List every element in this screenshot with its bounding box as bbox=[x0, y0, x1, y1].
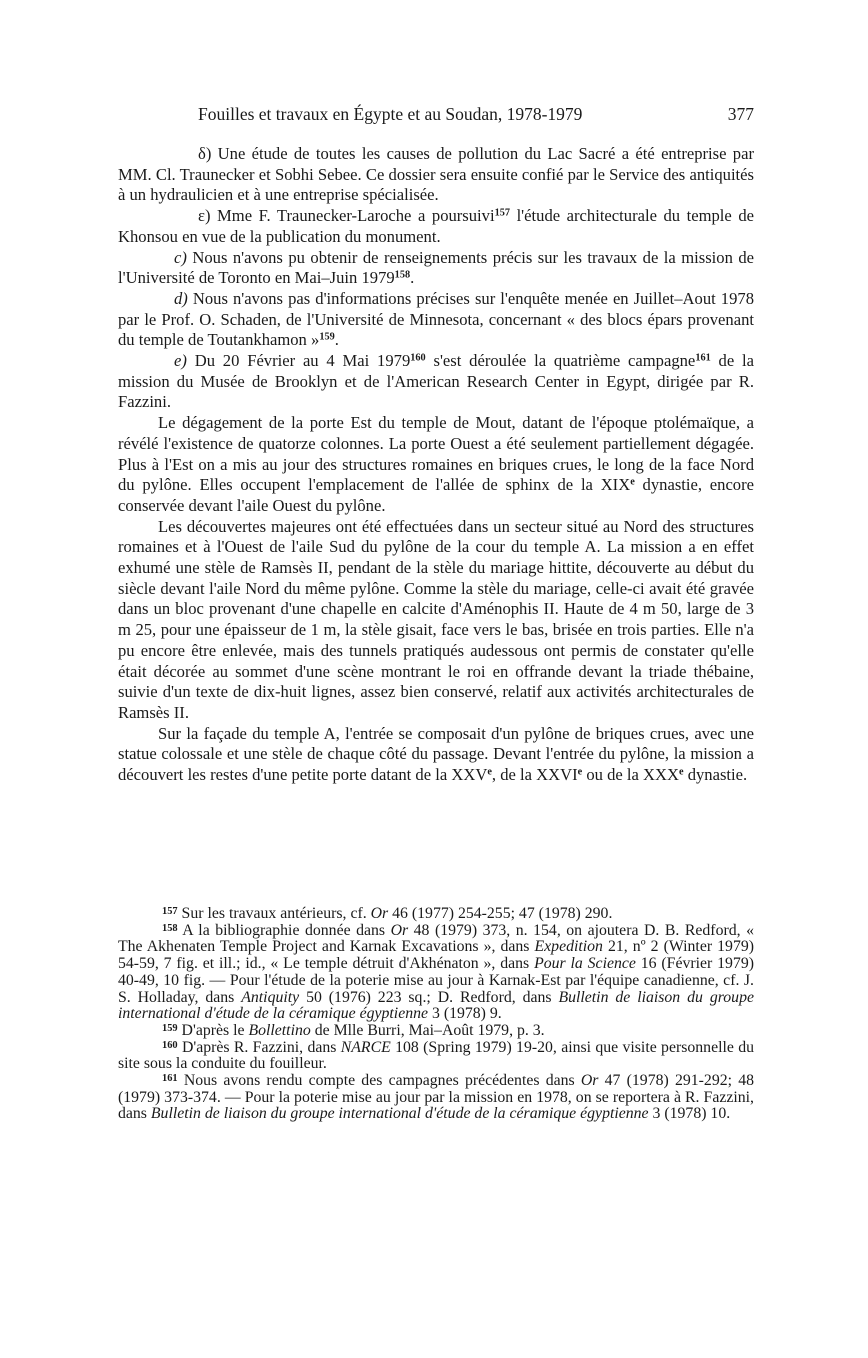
footnote-ref: 161 bbox=[695, 352, 711, 364]
footnote-text: D'après le bbox=[177, 1021, 249, 1039]
paragraph-text: . bbox=[410, 268, 415, 288]
paragraph-c bbox=[118, 248, 754, 289]
footnote-160 bbox=[118, 1040, 754, 1073]
journal-title: Bulletin de liaison du groupe international d'étude de la céramique égyptienne bbox=[150, 1105, 649, 1123]
footnote-text: de Mlle Burri, Mai–Août 1979, p. 3. bbox=[310, 1021, 545, 1039]
paragraph-text: dynastie, encore conservée devant l'aile Ouest du pylône. bbox=[118, 475, 754, 515]
footnote-158 bbox=[118, 923, 754, 1023]
footnote-number: 158 bbox=[162, 922, 178, 934]
page-number: 377 bbox=[727, 104, 754, 124]
footnote-text: 108 (Spring 1979) 19-20, ainsi que visite personnelle du site sous la conduite du fouilleur. bbox=[118, 1038, 755, 1073]
paragraph-mout-temple bbox=[118, 413, 754, 517]
journal-title: Or bbox=[370, 905, 389, 922]
journal-title: Or bbox=[580, 1072, 599, 1090]
ordinal-suffix: e bbox=[487, 766, 492, 778]
footnote-number: 159 bbox=[162, 1022, 178, 1034]
footnote-number: 160 bbox=[162, 1039, 178, 1051]
footnote-number: 161 bbox=[162, 1072, 178, 1084]
journal-title: Expedition bbox=[534, 938, 603, 956]
footnote-text: Sur les travaux antérieurs, cf. bbox=[177, 905, 371, 922]
main-text bbox=[118, 144, 754, 786]
ordinal-suffix: e bbox=[630, 476, 635, 488]
paragraph-delta bbox=[118, 144, 754, 206]
footnote-text: Nous avons rendu compte des campagnes précédentes dans bbox=[177, 1072, 581, 1090]
footnote-text: 47 (1978) 291-292; 48 (1979) 373-374. — Pour la poterie mise au jour par la mission en 1978, on se reportera à R. Fazzini, dans bbox=[118, 1072, 755, 1123]
paragraph-temple-a-facade bbox=[118, 724, 754, 786]
footnote-text: 21, nº 2 (Winter 1979) 54-59, 7 fig. et ill.; id., « Le temple détruit d'Akhénaton », dans bbox=[118, 938, 755, 973]
item-letter: d) bbox=[174, 288, 188, 308]
paragraph-text: l'étude architecturale du temple de Khonsou en vue de la publication du monument. bbox=[118, 206, 754, 246]
ordinal-suffix: e bbox=[678, 766, 684, 778]
footnote-text: D'après R. Fazzini, dans bbox=[177, 1038, 341, 1056]
footnote-text: A la bibliographie donnée dans bbox=[177, 921, 391, 939]
paragraph-text: dynastie. bbox=[683, 765, 748, 785]
footnote-ref: 158 bbox=[394, 269, 411, 281]
footnote-text: 46 (1977) 254-255; 47 (1978) 290. bbox=[388, 905, 613, 922]
journal-title: Or bbox=[390, 921, 409, 939]
paragraph-d bbox=[118, 289, 754, 351]
footnote-text: 48 (1979) 373, n. 154, on ajoutera D. B. Redford, « The Akhenaten Temple Project and Karnak Excavations », dans bbox=[118, 921, 754, 956]
footnote-text: 3 (1978) 9. bbox=[428, 1005, 502, 1023]
footnotes bbox=[118, 906, 754, 1123]
footnote-text: 16 (Février 1979) 40-49, 10 fig. — Pour l'étude de la poterie mise au jour à Karnak-Est par l'équipe canadienne, cf. J. S. Holladay, dans bbox=[118, 955, 754, 1006]
footnote-157 bbox=[118, 906, 754, 923]
paragraph-text: ε) Mme F. Traunecker-Laroche a poursuivi bbox=[198, 206, 495, 226]
item-letter: c) bbox=[174, 247, 187, 267]
running-title: Fouilles et travaux en Égypte et au Soudan, 1978-1979 bbox=[198, 104, 583, 124]
paragraph-text: . bbox=[334, 330, 339, 350]
journal-title: NARCE bbox=[340, 1038, 391, 1056]
journal-title: Bollettino bbox=[248, 1021, 311, 1039]
journal-title: Bulletin de liaison du groupe international d'étude de la céramique égyptienne bbox=[118, 988, 754, 1023]
paragraph-ramses-stele bbox=[118, 517, 754, 724]
footnote-ref: 157 bbox=[494, 207, 511, 219]
item-letter: e) bbox=[174, 351, 187, 371]
paragraph-text: , de la XXVI bbox=[491, 765, 578, 785]
paragraph-text: Nous n'avons pu obtenir de renseignements précis sur les travaux de la mission de l'Université de Toronto en Mai–Juin 1979 bbox=[118, 247, 754, 288]
paragraph-text: de la mission du Musée de Brooklyn et de l'American Research Center in Egypt, dirigée par R. Fazzini. bbox=[118, 351, 754, 412]
paragraph-text: Nous n'avons pas d'informations précises sur l'enquête menée en Juillet–Aout 1978 par le Prof. O. Schaden, de l'Université de Minnesota, concernant « des blocs épars provenant du temple de Toutankhamon » bbox=[118, 288, 754, 350]
paragraph-text: Les découvertes majeures ont été effectuées dans un secteur situé au Nord des structures romaines et à l'Ouest de l'aile Sud du pylône de la cour du temple A. La mission a en effet exhumé une stèle de Ramsès II, pendant de la stèle du mariage hittite, découverte au début du siècle devant l'aile Nord du même pylône. Comme la stèle du mariage, celle-ci avait été gravée dans un bloc provenant d'une chapelle en calcite d'Aménophis II. Haute de 4 m 50, large de 3 m 25, pour une épaisseur de 1 m, la stèle gisait, face vers le bas, brisée en trois parties. Elle n'a pu encore être enlevée, mais des tunnels pratiqués audessous ont permis de constater qu'elle était décorée au sommet d'une scène montrant le roi en offrande devant la triade thébaine, suivie d'un texte de dix-huit lignes, assez bien conservé, relatif aux activités architecturales de Ramsès II. bbox=[118, 516, 754, 722]
paragraph-text: s'est déroulée la quatrième campagne bbox=[425, 351, 696, 371]
journal-title: Antiquity bbox=[241, 988, 300, 1006]
paragraph-text: ou de la XXX bbox=[582, 765, 679, 785]
paragraph-text: Sur la façade du temple A, l'entrée se composait d'un pylône de briques crues, avec une statue colossale et une stèle de chaque côté du passage. Devant l'entrée du pylône, la mission a découvert les restes d'une petite porte datant de la XXV bbox=[118, 723, 754, 785]
footnote-161 bbox=[118, 1073, 754, 1123]
journal-title: Pour la Science bbox=[534, 955, 636, 973]
paragraph-text: Du 20 Février au 4 Mai 1979 bbox=[186, 351, 411, 371]
ordinal-suffix: e bbox=[577, 766, 583, 778]
footnote-ref: 160 bbox=[410, 352, 426, 364]
paragraph-e bbox=[118, 351, 754, 413]
footnote-number: 157 bbox=[162, 905, 178, 917]
paragraph-epsilon bbox=[118, 206, 754, 247]
running-header bbox=[118, 104, 754, 130]
footnote-text: 50 (1976) 223 sq.; D. Redford, dans bbox=[299, 988, 559, 1006]
paragraph-text: Le dégagement de la porte Est du temple de Mout, datant de l'époque ptolémaïque, a révélé l'existence de quatorze colonnes. La porte Ouest a été seulement partiellement dégagée. Plus à l'Est on a mis au jour des structures romaines en briques crues, le long de la face Nord du pylône. Elles occupent l'emplacement de l'allée de sphinx de la XIX bbox=[118, 413, 754, 495]
paragraph-text: δ) Une étude de toutes les causes de pollution du Lac Sacré a été entreprise par MM. Cl. Traunecker et Sobhi Sebee. Ce dossier sera ensuite confié par le Service des antiquités à un hydraulicien et à une entreprise spécialisée. bbox=[118, 144, 754, 205]
footnote-159 bbox=[118, 1023, 754, 1040]
footnote-text: 3 (1978) 10. bbox=[648, 1105, 731, 1123]
footnote-ref: 159 bbox=[319, 331, 335, 343]
